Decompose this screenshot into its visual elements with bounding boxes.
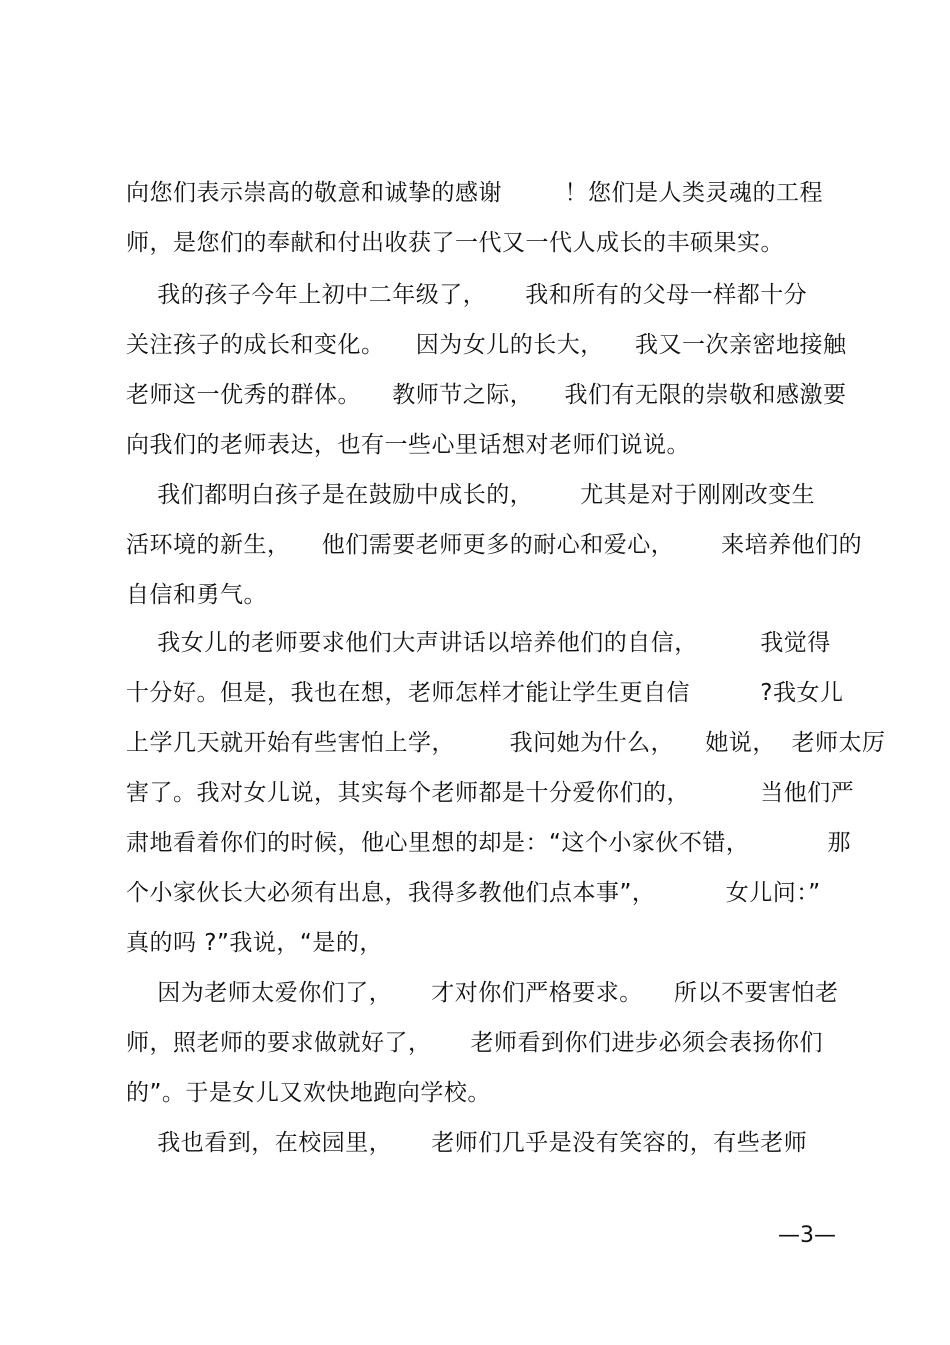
text-line: 上学几天就开始有些害怕上学， 我问她为什么， 她说， 老师太厉 <box>126 730 886 756</box>
page-number: —3— <box>778 1223 836 1248</box>
text-line: 肃地看着你们的时候，他心里想的却是：“这个小家伙不错， 那 <box>126 830 852 856</box>
text-line: 关注孩子的成长和变化。 因为女儿的长大， 我又一次亲密地接触 <box>126 332 847 358</box>
text-line: 的”。于是女儿又欢快地跑向学校。 <box>126 1080 491 1106</box>
text-line: 活环境的新生， 他们需要老师更多的耐心和爱心， 来培养他们的 <box>126 532 863 558</box>
text-line: 十分好。但是，我也在想，老师怎样才能让学生更自信 ?我女儿 <box>126 680 844 706</box>
text-line: 我的孩子今年上初中二年级了， 我和所有的父母一样都十分 <box>126 282 808 308</box>
text-line: 个小家伙长大必须有出息，我得多教他们点本事”， 女儿问：” <box>126 880 821 906</box>
text-line: 自信和勇气。 <box>126 582 267 608</box>
text-line: 害了。我对女儿说，其实每个老师都是十分爱你们的， 当他们严 <box>126 780 855 806</box>
text-line: 向我们的老师表达，也有一些心里话想对老师们说说。 <box>126 432 690 458</box>
text-line: 因为老师太爱你们了， 才对你们严格要求。 所以不要害怕老 <box>126 980 839 1006</box>
text-line: 向您们表示崇高的敬意和诚挚的感谢 ！您们是人类灵魂的工程 <box>126 180 823 206</box>
text-line: 老师这一优秀的群体。 教师节之际， 我们有无限的崇敬和感激要 <box>126 382 847 408</box>
text-line: 我女儿的老师要求他们大声讲话以培养他们的自信， 我觉得 <box>126 630 831 656</box>
text-line: 师，是您们的奉献和付出收获了一代又一代人成长的丰硕果实。 <box>126 230 784 256</box>
text-line: 我们都明白孩子是在鼓励中成长的， 尤其是对于刚刚改变生 <box>126 482 816 508</box>
text-line: 真的吗 ?”我说，“是的， <box>126 930 383 956</box>
text-line: 我也看到，在校园里， 老师们几乎是没有笑容的，有些老师 <box>126 1130 808 1156</box>
text-line: 师，照老师的要求做就好了， 老师看到你们进步必须会表扬你们 <box>126 1030 824 1056</box>
